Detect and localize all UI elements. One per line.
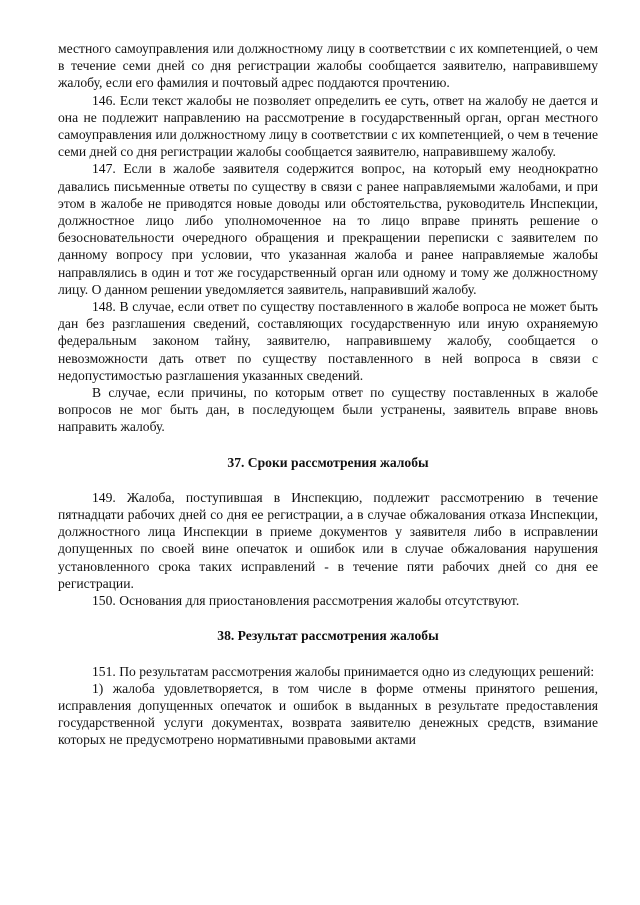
paragraph-151: 151. По результатам рассмотрения жалобы принимается одно из следующих решений: [92,663,595,679]
paragraph-150: 150. Основания для приостановления рассмотрения жалобы отсутствуют. [92,593,520,609]
section-37-heading: 37. Сроки рассмотрения жалобы [227,454,429,470]
paragraph-147: 147. Если в жалобе заявителя содержится вопрос, на который ему неоднократно давались письменные ответы по существу в связи с ранее направляемыми жалобами, и при этом в жалобе не приводятся новые доводы или обстоятельства, руководитель Инспекции, должностное лицо либо уполномоченное на то лицо вправе принять решение о безосновательности очередного обращения и прекращении переписки с заявителем по данному вопросу при условии, что указанная жалоба и ранее направляемые жалобы направлялись в один и тот же государственный орган или одному и тому же должностному лицу. О данном решении уведомляется заявитель, направивший жалобу. [58,161,598,297]
paragraph-149: 149. Жалоба, поступившая в Инспекцию, подлежит рассмотрению в течение пятнадцати рабочих дней со дня ее регистрации, а в случае обжалования отказа Инспекции, должностного лица Инспекции в приеме документов у заявителя либо в исправлении допущенных по своей вине опечаток и ошибок или в случае обжалования нарушения установленного срока таких исправлений - в течение пяти рабочих дней со дня ее регистрации. [58,489,598,591]
document-page [58,40,598,749]
paragraph-146: 146. Если текст жалобы не позволяет определить ее суть, ответ на жалобу не дается и она не подлежит направлению на рассмотрение в государственный орган, орган местного самоуправления или должностному лицу в соответствии с их компетенцией, о чем в течение семи дней со дня регистрации жалобы сообщается заявителю, направившему жалобу. [58,92,598,160]
paragraph-148: 148. В случае, если ответ по существу поставленного в жалобе вопроса не может быть дан без разглашения сведений, составляющих государственную или иную охраняемую федеральным законом тайну, заявителю, направившему жалобу, сообщается о невозможности дать ответ по существу поставленного в ней вопроса в связи с недопустимостью разглашения указанных сведений. [58,299,598,383]
paragraph-151-item-1: 1) жалоба удовлетворяется, в том числе в форме отмены принятого решения, исправления допущенных опечаток и ошибок в выданных в результате предоставления государственной услуги документах, возврата заявителю денежных средств, взимание которых не предусмотрено нормативными правовыми актами [58,680,598,748]
paragraph-continuation: местного самоуправления или должностному лицу в соответствии с их компетенцией, о чем в течение семи дней со дня регистрации жалобы сообщается заявителю, направившему жалобу, если его фамилия и почтовый адрес поддаются прочтению. [58,41,598,91]
section-38-heading: 38. Результат рассмотрения жалобы [217,628,439,644]
paragraph-148-addendum: В случае, если причины, по которым ответ по существу поставленных в жалобе вопросов не мог быть дан, в последующем были устранены, заявитель вправе вновь направить жалобу. [58,385,598,435]
